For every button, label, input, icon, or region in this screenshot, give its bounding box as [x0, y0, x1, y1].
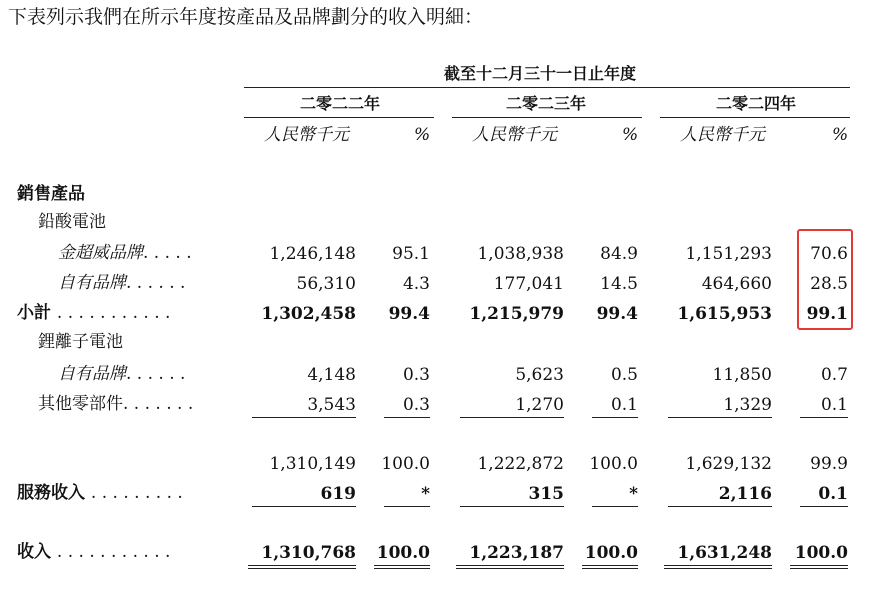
cell-r0-c3: 84.9: [600, 244, 638, 264]
cell-r2-c5: 99.1: [806, 304, 848, 324]
cell-r5-c4: 1,629,132: [685, 454, 772, 474]
cell-r5-c5: 99.9: [810, 454, 848, 474]
cell-r4-c0: 3,543: [252, 397, 356, 418]
year-rule-2022: [244, 117, 434, 118]
cell-r0-c0: 1,246,148: [269, 244, 356, 264]
cell-r1-c0: 56,310: [296, 274, 356, 294]
year-rule-2023: [452, 117, 642, 118]
intro-text: 下表列示我們在所示年度按產品及品牌劃分的收入明細：: [8, 6, 484, 28]
cell-r4-c4: 1,329: [668, 397, 772, 418]
year-2024: 二零二四年: [716, 94, 797, 113]
cell-r0-c4: 1,151,293: [685, 244, 772, 264]
year-2023: 二零二三年: [506, 94, 587, 113]
cell-r3-c4: 11,850: [712, 365, 772, 385]
year-rule-2024: [660, 117, 850, 118]
cell-r6-c3: *: [592, 486, 638, 507]
unit-pct-2024: %: [832, 125, 849, 145]
section-lead-acid: 鉛酸電池: [38, 212, 106, 232]
cell-r6-c2: 315: [460, 486, 564, 507]
cell-r7-c5: 100.0: [790, 545, 848, 569]
cell-r7-c1: 100.0: [374, 545, 430, 569]
cell-r6-c0: 619: [252, 486, 356, 507]
period-header: 截至十二月三十一日止年度: [444, 64, 637, 83]
cell-r1-c3: 14.5: [600, 274, 638, 294]
row-label-jinchaowei: 金超威品牌. . . . .: [58, 243, 192, 263]
cell-r3-c3: 0.5: [610, 365, 638, 385]
unit-amount-2022: 人民幣千元: [264, 125, 349, 145]
cell-r0-c5: 70.6: [810, 244, 848, 264]
cell-r3-c5: 0.7: [820, 365, 848, 385]
cell-r4-c1: 0.3: [384, 397, 430, 418]
header-rule: [244, 87, 850, 88]
cell-r7-c2: 1,223,187: [456, 545, 564, 569]
cell-r1-c1: 4.3: [402, 274, 430, 294]
unit-amount-2024: 人民幣千元: [680, 125, 765, 145]
unit-pct-2023: %: [622, 125, 639, 145]
cell-r2-c4: 1,615,953: [677, 304, 772, 324]
cell-r2-c0: 1,302,458: [261, 304, 356, 324]
cell-r0-c1: 95.1: [392, 244, 430, 264]
cell-r6-c5: 0.1: [800, 486, 848, 507]
cell-r3-c0: 4,148: [307, 365, 356, 385]
row-label-own-brand-lead: 自有品牌. . . . . .: [58, 273, 186, 293]
cell-r7-c3: 100.0: [582, 545, 638, 569]
cell-r0-c2: 1,038,938: [477, 244, 564, 264]
cell-r3-c1: 0.3: [402, 365, 430, 385]
row-label-service: 服務收入 . . . . . . . . .: [17, 483, 183, 503]
unit-pct-2022: %: [414, 125, 431, 145]
cell-r3-c2: 5,623: [515, 365, 564, 385]
row-label-revenue: 收入 . . . . . . . . . . .: [17, 542, 171, 562]
cell-r7-c0: 1,310,768: [248, 545, 356, 569]
cell-r7-c4: 1,631,248: [664, 545, 772, 569]
highlight-box: [797, 229, 853, 330]
row-label-subtotal: 小計 . . . . . . . . . . .: [17, 303, 171, 323]
cell-r5-c2: 1,222,872: [477, 454, 564, 474]
cell-r5-c1: 100.0: [381, 454, 430, 474]
row-label-other-parts: 其他零部件. . . . . . .: [38, 394, 194, 414]
cell-r2-c2: 1,215,979: [469, 304, 564, 324]
cell-r4-c5: 0.1: [800, 397, 848, 418]
cell-r1-c4: 464,660: [701, 274, 772, 294]
unit-amount-2023: 人民幣千元: [472, 125, 557, 145]
cell-r2-c3: 99.4: [596, 304, 638, 324]
cell-r6-c4: 2,116: [668, 486, 772, 507]
cell-r5-c0: 1,310,149: [269, 454, 356, 474]
section-lithium: 鋰離子電池: [38, 332, 123, 352]
cell-r4-c3: 0.1: [592, 397, 638, 418]
row-label-own-brand-lithium: 自有品牌. . . . . .: [58, 364, 186, 384]
cell-r1-c2: 177,041: [493, 274, 564, 294]
cell-r6-c1: *: [384, 486, 430, 507]
cell-r5-c3: 100.0: [589, 454, 638, 474]
cell-r4-c2: 1,270: [460, 397, 564, 418]
section-products: 銷售產品: [17, 184, 85, 204]
year-2022: 二零二二年: [300, 94, 381, 113]
cell-r1-c5: 28.5: [810, 274, 848, 294]
cell-r2-c1: 99.4: [388, 304, 430, 324]
